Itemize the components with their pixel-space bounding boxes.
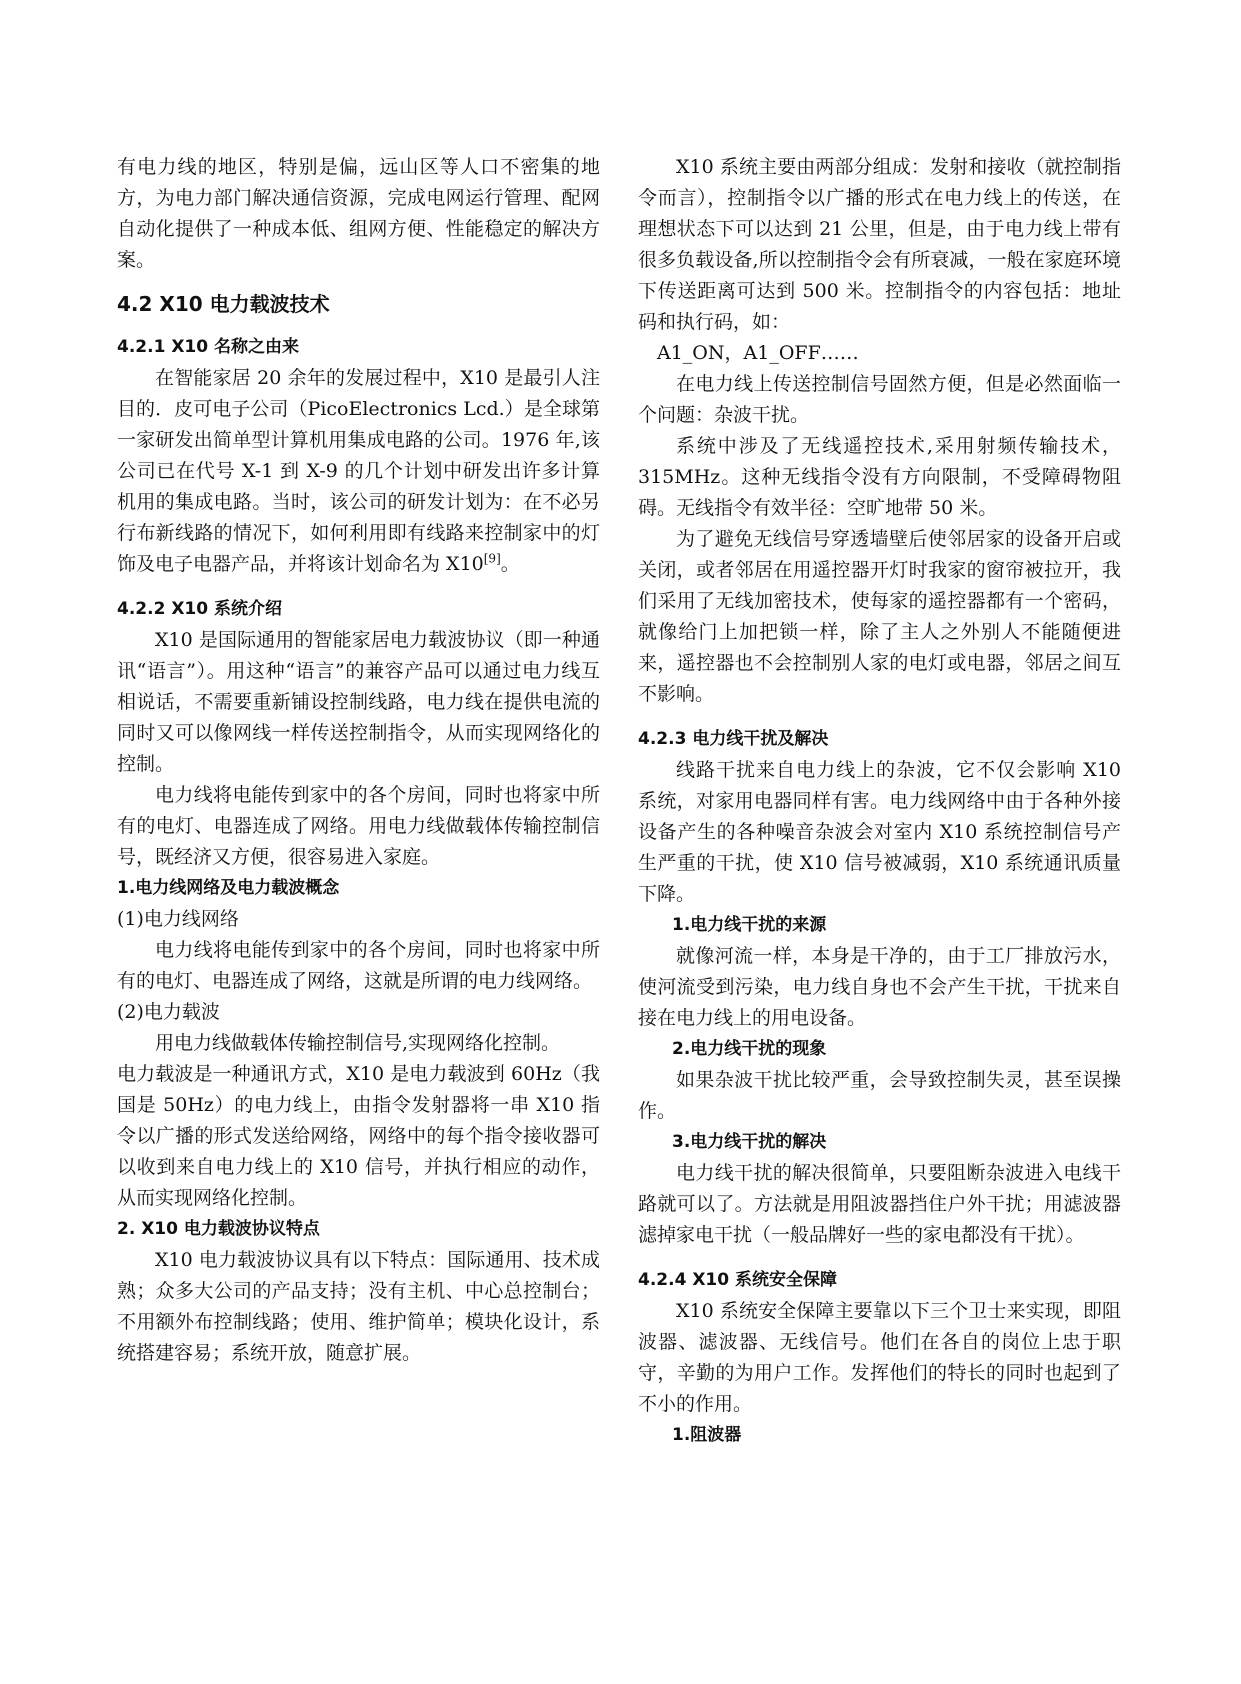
- paragraph: 就像河流一样，本身是干净的，由于工厂排放污水，使河流受到污染，电力线自身也不会产生干扰，干扰来自接在电力线上的用电设备。: [638, 945, 1121, 1029]
- paragraph: 电力线将电能传到家中的各个房间，同时也将家中所有的电灯、电器连成了网络。用电力线做载体传输控制信号，既经济又方便，很容易进入家庭。: [117, 784, 600, 868]
- paragraph-end: 。: [500, 553, 520, 575]
- paragraph: 在电力线上传送控制信号固然方便，但是必然面临一个问题：杂波干扰。: [638, 373, 1121, 426]
- paragraph: 电力载波是一种通讯方式，X10 是电力载波到 60Hz（我国是 50Hz）的电力线上，由指令发射器将一串 X10 指令以广播的形式发送给网络，网络中的每个指令接收器可以收到来自电力线上的 X10 信号，并执行相应的动作，从而实现网络化控制。: [117, 1063, 600, 1209]
- right-column: [638, 152, 1121, 1451]
- subsection-heading-4-2-3: 4.2.3 电力线干扰及解决: [638, 729, 829, 749]
- paragraph: 电力线将电能传到家中的各个房间，同时也将家中所有的电灯、电器连成了网络，这就是所谓的电力线网络。: [117, 939, 600, 992]
- paragraph: 电力线干扰的解决很简单，只要阻断杂波进入电线干路就可以了。方法就是用阻波器挡住户外干扰；用滤波器滤掉家电干扰（一般品牌好一些的家电都没有干扰）。: [638, 1162, 1121, 1246]
- subsection-heading-4-2-2: 4.2.2 X10 系统介绍: [117, 599, 283, 619]
- list-heading-1: 1.电力线干扰的来源: [672, 915, 827, 935]
- paragraph: 用电力线做载体传输控制信号,实现网络化控制。: [155, 1032, 561, 1054]
- paragraph: 线路干扰来自电力线上的杂波，它不仅会影响 X10 系统，对家用电器同样有害。电力线网络中由于各种外接设备产生的各种噪音杂波会对室内 X10 系统控制信号产生严重的干扰，使 X10 信号被减弱，X10 系统通讯质量下降。: [638, 759, 1121, 905]
- paragraph: [117, 363, 600, 580]
- paragraph: X10 电力载波协议具有以下特点：国际通用、技术成熟；众多大公司的产品支持；没有主机、中心总控制台；不用额外布控制线路；使用、维护简单；模块化设计，系统搭建容易；系统开放，随意扩展。: [117, 1249, 600, 1364]
- list-heading-2: 2. X10 电力载波协议特点: [117, 1219, 320, 1239]
- list-heading-3: 3.电力线干扰的解决: [672, 1132, 827, 1152]
- paragraph: 有电力线的地区，特别是偏，远山区等人口不密集的地方，为电力部门解决通信资源，完成电网运行管理、配网自动化提供了一种成本低、组网方便、性能稳定的解决方案。: [117, 156, 600, 271]
- paragraph: X10 系统主要由两部分组成：发射和接收（就控制指令而言），控制指令以广播的形式在电力线上的传送，在理想状态下可以达到 21 公里，但是，由于电力线上带有很多负载设备,所以控制指令会有所衰减，一般在家庭环境下传送距离可达到 500 米。控制指令的内容包括：地址码和执行码，如：: [638, 156, 1121, 333]
- sub-heading: (2)电力载波: [117, 1001, 220, 1023]
- paragraph: 系统中涉及了无线遥控技术,采用射频传输技术，315MHz。这种无线指令没有方向限制，不受障碍物阻碍。无线指令有效半径：空旷地带 50 米。: [638, 435, 1121, 519]
- code-example: A1_ON，A1_OFF……: [657, 342, 859, 364]
- paragraph: X10 系统安全保障主要靠以下三个卫士来实现，即阻波器、滤波器、无线信号。他们在各自的岗位上忠于职守，辛勤的为用户工作。发挥他们的特长的同时也起到了不小的作用。: [638, 1300, 1121, 1415]
- left-column: [117, 152, 600, 1369]
- section-heading-4-2: 4.2 X10 电力载波技术: [117, 292, 330, 316]
- paragraph: 如果杂波干扰比较严重，会导致控制失灵，甚至误操作。: [638, 1069, 1121, 1122]
- subsection-heading-4-2-4: 4.2.4 X10 系统安全保障: [638, 1270, 838, 1290]
- subsection-heading-4-2-1: 4.2.1 X10 名称之由来: [117, 337, 300, 357]
- list-heading-blocker: 1.阻波器: [672, 1425, 742, 1445]
- list-heading-2: 2.电力线干扰的现象: [672, 1039, 827, 1059]
- paragraph: X10 是国际通用的智能家居电力载波协议（即一种通讯“语言”）。用这种“语言”的兼容产品可以通过电力线互相说话，不需要重新铺设控制线路，电力线在提供电流的同时又可以像网线一样传送控制指令，从而实现网络化的控制。: [117, 629, 600, 775]
- citation-ref: [9]: [483, 551, 501, 566]
- list-heading-1: 1.电力线网络及电力载波概念: [117, 878, 340, 898]
- paragraph-text: 在智能家居 20 余年的发展过程中，X10 是最引人注目的．皮可电子公司（PicoElectronics Lcd.）是全球第一家研发出简单型计算机用集成电路的公司。1976 年,该公司已在代号 X-1 到 X-9 的几个计划中研发出许多计算机用的集成电路。当时，该公司的研发计划为：在不必另行布新线路的情况下，如何利用即有线路来控制家中的灯饰及电子电器产品，并将该计划命名为 X10: [117, 367, 600, 575]
- paragraph: 为了避免无线信号穿透墙壁后使邻居家的设备开启或关闭，或者邻居在用遥控器开灯时我家的窗帘被拉开，我们采用了无线加密技术，使每家的遥控器都有一个密码，就像给门上加把锁一样，除了主人之外别人不能随便进来，遥控器也不会控制别人家的电灯或电器，邻居之间互不影响。: [638, 528, 1121, 705]
- sub-heading: (1)电力线网络: [117, 908, 239, 930]
